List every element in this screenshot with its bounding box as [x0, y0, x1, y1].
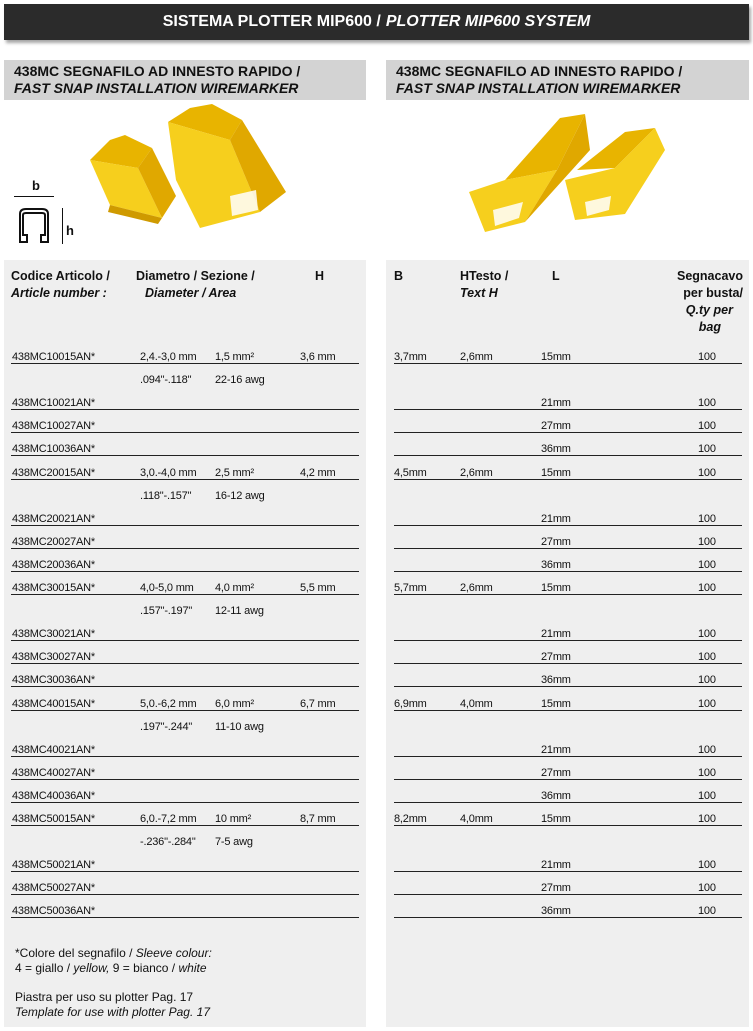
- length-l: 27mm: [541, 766, 571, 779]
- h-value: 8,7 mm: [300, 813, 336, 825]
- row-divider: [11, 525, 359, 526]
- diameter-mm: 2,4.-3,0 mm: [140, 351, 197, 363]
- row-divider: [394, 594, 742, 595]
- row-divider: [394, 548, 742, 549]
- qty-per-bag: 100: [698, 582, 716, 594]
- diameter-inch: .094"-.118": [140, 374, 192, 387]
- colour-note-en: Sleeve colour:: [135, 946, 212, 960]
- row-divider: [394, 802, 742, 803]
- qty-per-bag: 100: [698, 558, 716, 571]
- b-value: 5,7mm: [394, 582, 427, 594]
- left-header-en: FAST SNAP INSTALLATION WIREMARKER: [14, 80, 299, 96]
- diameter-mm: 4,0-5,0 mm: [140, 582, 194, 594]
- article-code: 438MC40036AN*: [12, 789, 96, 802]
- length-l: 21mm: [541, 859, 571, 872]
- row-divider: [394, 479, 742, 480]
- left-header-it: 438MC SEGNAFILO AD INNESTO RAPIDO /: [14, 63, 301, 79]
- article-code: 438MC10021AN*: [12, 397, 96, 410]
- length-l: 27mm: [541, 651, 571, 664]
- dimension-b-line: [14, 196, 54, 197]
- col-header-code: [11, 268, 110, 302]
- b-value: 8,2mm: [394, 813, 427, 825]
- length-l: 27mm: [541, 535, 571, 548]
- qty-per-bag: 100: [698, 443, 716, 456]
- b-value: 3,7mm: [394, 351, 427, 363]
- length-l: 15mm: [541, 582, 571, 594]
- length-l: 27mm: [541, 420, 571, 433]
- col-header-diameter: [136, 268, 255, 302]
- article-code: 438MC50027AN*: [12, 882, 96, 895]
- qty-per-bag: 100: [698, 882, 716, 895]
- length-l: 15mm: [541, 697, 571, 710]
- row-divider: [11, 548, 359, 549]
- row-divider: [11, 779, 359, 780]
- article-code: 438MC50015AN*: [12, 813, 96, 825]
- dimension-h-label: h: [66, 223, 74, 238]
- wiremarker-product-image-right: [465, 110, 675, 240]
- colour-note-line1: [15, 946, 212, 961]
- qty-per-bag: 100: [698, 743, 716, 756]
- text-h-value: 2,6mm: [460, 582, 493, 594]
- row-divider: [394, 917, 742, 918]
- col-header-l: [552, 268, 560, 285]
- col-header-b: [394, 268, 403, 285]
- awg-value: 22-16 awg: [215, 374, 265, 387]
- diameter-mm: 3,0.-4,0 mm: [140, 466, 197, 479]
- diameter-inch: .157"-.197": [140, 605, 193, 618]
- row-divider: [11, 594, 359, 595]
- article-code: 438MC20027AN*: [12, 535, 96, 548]
- col-header-b-text: B: [394, 269, 404, 283]
- qty-per-bag: 100: [698, 859, 716, 872]
- col-header-text-h-en: Text H: [460, 286, 498, 300]
- qty-per-bag: 100: [698, 789, 716, 802]
- diameter-inch: -.236"-.284": [140, 836, 196, 849]
- col-header-h: [315, 268, 324, 285]
- row-divider: [11, 686, 359, 687]
- col-header-text-h: [460, 268, 508, 302]
- col-header-h-text: H: [315, 269, 325, 283]
- row-divider: [11, 802, 359, 803]
- article-code: 438MC50021AN*: [12, 859, 96, 872]
- area-mm2: 6,0 mm²: [215, 697, 254, 710]
- length-l: 27mm: [541, 882, 571, 895]
- text-h-value: 2,6mm: [460, 351, 493, 363]
- row-divider: [11, 455, 359, 456]
- col-header-qty-2: per busta/: [683, 286, 743, 300]
- qty-per-bag: 100: [698, 535, 716, 548]
- dimension-b-label: b: [32, 178, 40, 193]
- area-mm2: 2,5 mm²: [215, 466, 254, 479]
- row-divider: [11, 409, 359, 410]
- col-header-code-it: Codice Articolo /: [11, 269, 110, 283]
- article-code: 438MC20021AN*: [12, 512, 96, 525]
- qty-per-bag: 100: [698, 512, 716, 525]
- col-header-qty-1: Segnacavo: [676, 269, 743, 283]
- qty-per-bag: 100: [698, 766, 716, 779]
- article-code: 438MC30021AN*: [12, 628, 96, 641]
- col-header-diameter-en: Diameter / Area: [145, 286, 237, 300]
- row-divider: [394, 363, 742, 364]
- right-table-panel: [386, 260, 749, 1027]
- length-l: 36mm: [541, 674, 571, 687]
- row-divider: [394, 640, 742, 641]
- awg-value: 16-12 awg: [215, 489, 265, 502]
- length-l: 36mm: [541, 558, 571, 571]
- row-divider: [11, 571, 359, 572]
- row-divider: [11, 756, 359, 757]
- awg-value: 12-11 awg: [215, 605, 264, 618]
- length-l: 21mm: [541, 512, 571, 525]
- col-header-qty-4: bag: [698, 320, 721, 334]
- template-note-it: Piastra per uso su plotter Pag. 17: [15, 990, 194, 1004]
- row-divider: [394, 686, 742, 687]
- left-section-header: [4, 60, 366, 100]
- qty-per-bag: 100: [698, 628, 716, 641]
- diameter-inch: .118"-.157": [140, 489, 192, 502]
- marker-profile-icon: [14, 206, 54, 246]
- colour-note: [15, 946, 212, 976]
- length-l: 21mm: [541, 743, 571, 756]
- dimension-h-line: [62, 208, 63, 244]
- article-code: 438MC40015AN*: [12, 697, 96, 710]
- row-divider: [394, 779, 742, 780]
- text-h-value: 4,0mm: [460, 813, 493, 825]
- colour-note-yellow-en: yellow,: [73, 961, 110, 975]
- area-mm2: 10 mm²: [215, 813, 252, 825]
- col-header-qty: [677, 268, 743, 336]
- row-divider: [394, 871, 742, 872]
- row-divider: [11, 640, 359, 641]
- length-l: 36mm: [541, 905, 571, 918]
- article-code: 438MC20015AN*: [12, 466, 96, 479]
- col-header-diameter-it: Diametro / Sezione /: [136, 269, 255, 283]
- colour-note-white-en: white: [178, 961, 207, 975]
- text-h-value: 2,6mm: [460, 466, 493, 479]
- diameter-mm: 5,0.-6,2 mm: [140, 697, 197, 710]
- row-divider: [394, 525, 742, 526]
- row-divider: [394, 571, 742, 572]
- article-code: 438MC10015AN*: [12, 351, 96, 363]
- row-divider: [11, 363, 359, 364]
- row-divider: [394, 455, 742, 456]
- row-divider: [11, 917, 359, 918]
- row-divider: [394, 894, 742, 895]
- row-divider: [11, 663, 359, 664]
- row-divider: [11, 710, 359, 711]
- row-divider: [394, 825, 742, 826]
- banner-title-it: SISTEMA PLOTTER MIP600 /: [162, 13, 381, 30]
- row-divider: [11, 432, 359, 433]
- col-header-l-text: L: [552, 269, 560, 283]
- row-divider: [394, 409, 742, 410]
- article-code: 438MC40021AN*: [12, 743, 96, 756]
- colour-note-yellow-it: 4 = giallo /: [15, 961, 71, 975]
- diameter-inch: .197"-.244": [140, 720, 193, 733]
- length-l: 15mm: [541, 813, 571, 825]
- qty-per-bag: 100: [698, 674, 716, 687]
- qty-per-bag: 100: [698, 420, 716, 433]
- article-code: 438MC10027AN*: [12, 420, 96, 433]
- row-divider: [394, 663, 742, 664]
- row-divider: [11, 894, 359, 895]
- h-value: 3,6 mm: [300, 351, 336, 363]
- col-header-qty-3: Q.ty per: [685, 303, 733, 317]
- length-l: 15mm: [541, 466, 571, 479]
- dimension-diagram: [10, 176, 80, 246]
- page-banner: [4, 4, 749, 40]
- article-code: 438MC30027AN*: [12, 651, 96, 664]
- right-header-en: FAST SNAP INSTALLATION WIREMARKER: [396, 80, 681, 96]
- area-mm2: 1,5 mm²: [215, 351, 254, 363]
- article-code: 438MC40027AN*: [12, 766, 96, 779]
- qty-per-bag: 100: [698, 351, 716, 363]
- h-value: 5,5 mm: [300, 582, 336, 594]
- b-value: 6,9mm: [394, 697, 427, 710]
- template-note: [15, 990, 210, 1020]
- right-header-it: 438MC SEGNAFILO AD INNESTO RAPIDO /: [396, 63, 683, 79]
- qty-per-bag: 100: [698, 813, 716, 825]
- qty-per-bag: 100: [698, 651, 716, 664]
- article-code: 438MC30015AN*: [12, 582, 96, 594]
- colour-note-it: *Colore del segnafilo /: [15, 946, 133, 960]
- length-l: 36mm: [541, 789, 571, 802]
- qty-per-bag: 100: [698, 466, 716, 479]
- row-divider: [11, 479, 359, 480]
- template-note-en: Template for use with plotter Pag. 17: [15, 1005, 210, 1019]
- qty-per-bag: 100: [698, 697, 716, 710]
- b-value: 4,5mm: [394, 466, 427, 479]
- qty-per-bag: 100: [698, 905, 716, 918]
- row-divider: [394, 710, 742, 711]
- row-divider: [11, 871, 359, 872]
- colour-note-line2: [15, 961, 212, 976]
- row-divider: [394, 756, 742, 757]
- article-code: 438MC50036AN*: [12, 905, 96, 918]
- h-value: 6,7 mm: [300, 697, 336, 710]
- qty-per-bag: 100: [698, 397, 716, 410]
- left-table-panel: [4, 260, 366, 1027]
- length-l: 21mm: [541, 628, 571, 641]
- right-section-header: [386, 60, 749, 100]
- col-header-code-en: Article number :: [11, 286, 107, 300]
- row-divider: [11, 825, 359, 826]
- article-code: 438MC10036AN*: [12, 443, 96, 456]
- awg-value: 11-10 awg: [215, 720, 264, 733]
- length-l: 21mm: [541, 397, 571, 410]
- length-l: 36mm: [541, 443, 571, 456]
- length-l: 15mm: [541, 351, 571, 363]
- wiremarker-product-image-left: [80, 100, 290, 230]
- text-h-value: 4,0mm: [460, 697, 493, 710]
- article-code: 438MC20036AN*: [12, 558, 96, 571]
- area-mm2: 4,0 mm²: [215, 582, 254, 594]
- article-code: 438MC30036AN*: [12, 674, 96, 687]
- diameter-mm: 6,0.-7,2 mm: [140, 813, 197, 825]
- colour-note-white-it: 9 = bianco /: [112, 961, 176, 975]
- banner-title-en: PLOTTER MIP600 SYSTEM: [385, 13, 591, 30]
- awg-value: 7-5 awg: [215, 836, 253, 849]
- h-value: 4,2 mm: [300, 466, 336, 479]
- col-header-text-h-it: HTesto /: [460, 269, 509, 283]
- row-divider: [394, 432, 742, 433]
